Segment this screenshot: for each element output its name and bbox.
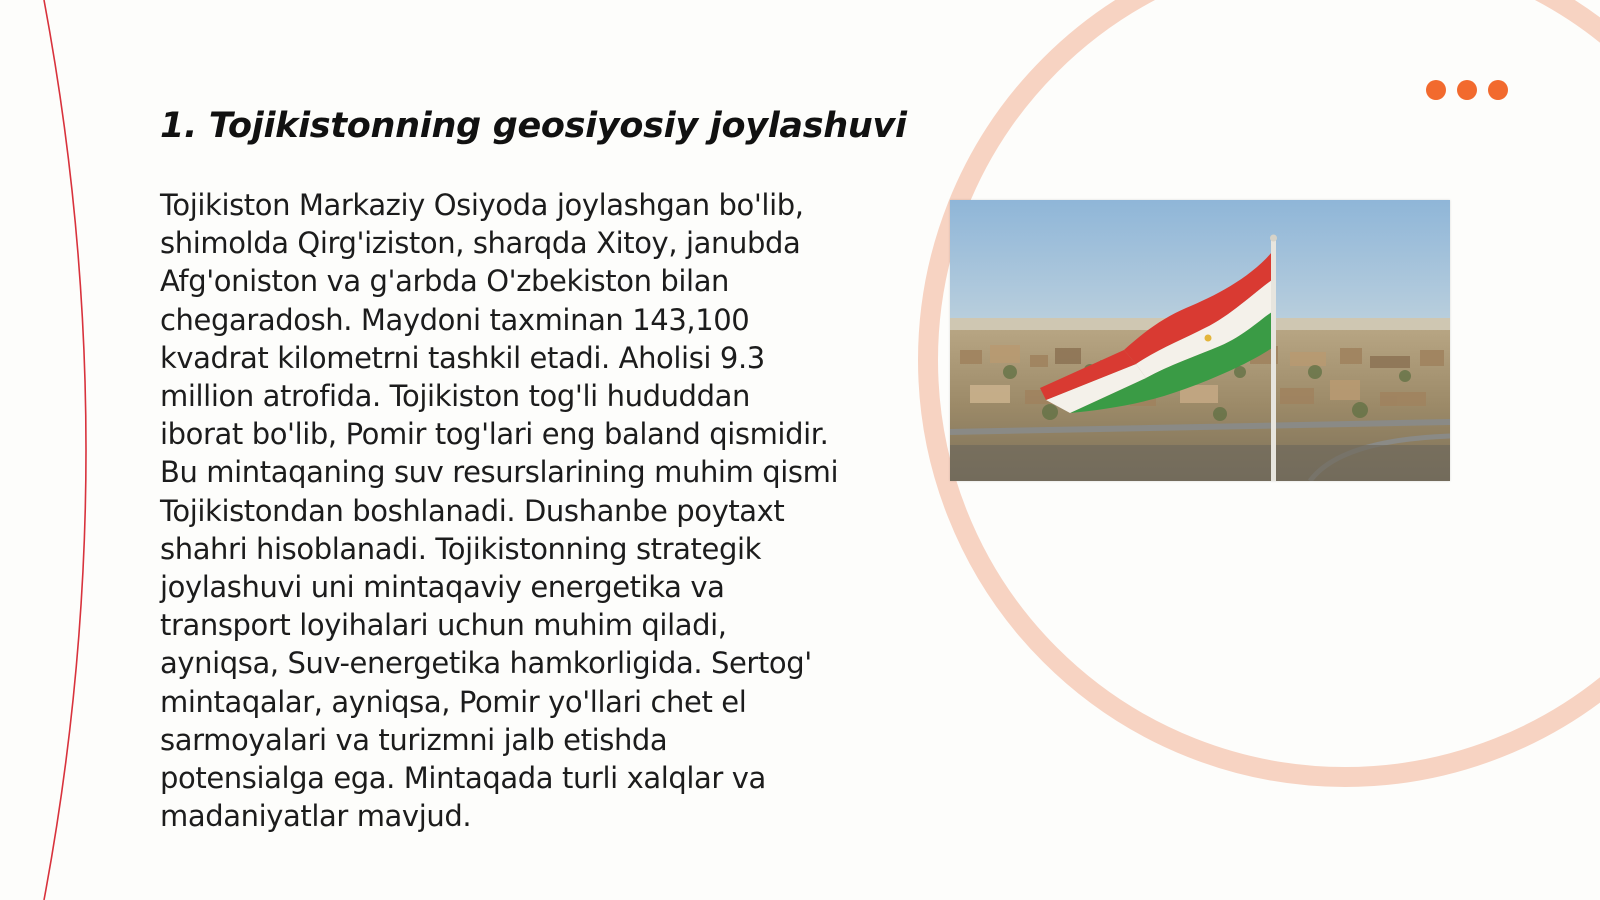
flag-pole (1271, 238, 1276, 481)
left-red-arc (44, 0, 86, 900)
dot-1 (1426, 80, 1446, 100)
three-dots-icon (1426, 80, 1508, 100)
slide-title: 1. Tojikistonning geosiyosiy joylashuvi (160, 106, 907, 146)
dot-3 (1488, 80, 1508, 100)
foreground-plaza (950, 445, 1450, 481)
slide-body-text: Tojikiston Markaziy Osiyoda joylashgan bo'lib, shimolda Qirg'iziston, sharqda Xitoy, janubda Afg'oniston va g'arbda O'zbekiston bilan chegaradosh. Maydoni taxminan 143,100 kvadrat kilometrni tashkil etadi. Aholisi 9.3 million atrofida. Tojikiston tog'li hududdan iborat bo'lib, Pomir tog'lari eng baland qismidir. Bu mintaqaning suv resurslarining muhim qismi Tojikistondan boshlanadi. Dushanbe poytaxt shahri hisoblanadi. Tojikistonning strategik joylashuvi uni mintaqaviy energetika va transport loyihalari uchun muhim qiladi, ayniqsa, Suv-energetika hamkorligida. Sertog' mintaqalar, ayniqsa, Pomir yo'llari chet el sarmoyalari va turizmni jalb etishda potensialga ega. Mintaqada turli xalqlar va madaniyatlar mavjud. (160, 188, 839, 834)
dot-2 (1457, 80, 1477, 100)
tajikistan-flag-photo (950, 200, 1450, 481)
flag-over-city-illustration (950, 200, 1450, 481)
